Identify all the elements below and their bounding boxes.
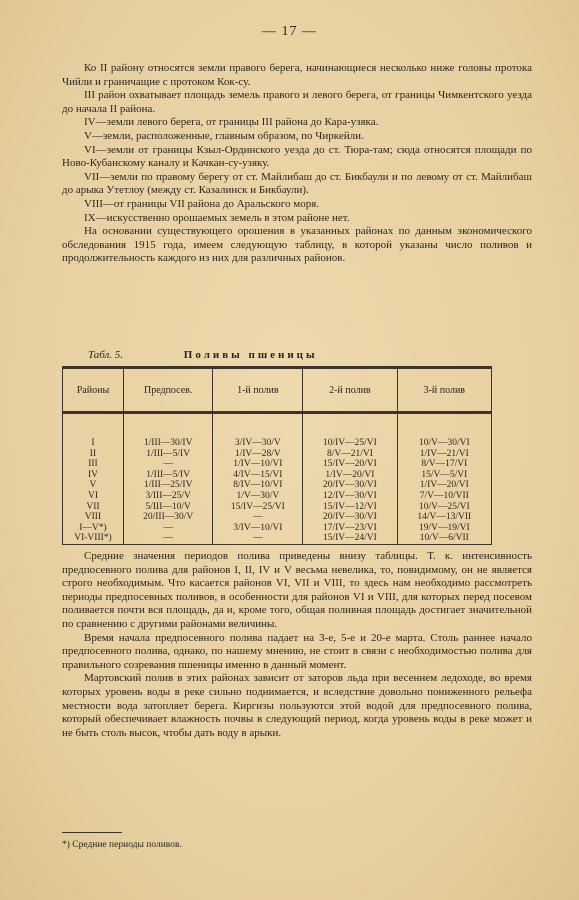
table-cell: 15/IV—25/VI (213, 502, 303, 513)
table-cell: — (123, 459, 213, 470)
table-cell: 8/V—21/VI (303, 449, 397, 460)
table-cell: 10/V—25/VI (397, 502, 491, 513)
header-cell-second: 2-й полив (303, 368, 397, 413)
table-cell: 1/IV—28/V (213, 449, 303, 460)
table-cell: — (213, 533, 303, 544)
table-cell: 1/IV—20/VI (303, 470, 397, 481)
table-cell: VI-VIII*) (63, 533, 124, 544)
page-number: — 17 — (262, 24, 317, 39)
table-cell: 8/IV—10/VI (213, 480, 303, 491)
table-cell: II (63, 449, 124, 460)
table-cell: I (63, 438, 124, 449)
paragraph: VIII—от границы VII района до Аральского моря. (84, 197, 320, 210)
table-cell: — (123, 523, 213, 534)
paragraph: IV—земли левого берега, от границы III района до Кара-узяка. (84, 116, 379, 129)
table-cell: 7/V—10/VII (397, 491, 491, 502)
table-cell: 3/III—25/V (123, 491, 213, 502)
paragraph: VII—земли по правому берегу от ст. Майлибаш до ст. Бикбаули и по левому от ст. Майлибаш до арыка Утетлоу (между ст. Казалинск и Бикбаули). (62, 170, 532, 197)
text-block-bottom (62, 550, 532, 740)
table-cell: 4/IV—15/VI (213, 470, 303, 481)
table-cell: 15/V—5/VI (397, 470, 491, 481)
table-header-row (63, 368, 492, 413)
table-cell: 15/IV—20/VI (303, 459, 397, 470)
paragraph: VI—земли от границы Кзыл-Ординского уезда до ст. Тюра-там; сюда относятся площади по Ново-Кубанскому каналу и Качкан-су-узяку. (62, 143, 532, 170)
table-row (63, 533, 492, 544)
table-cell: VI (63, 491, 124, 502)
table-cell: IV (63, 470, 124, 481)
table-cell: 1/III—5/IV (123, 449, 213, 460)
text-block-top (62, 62, 532, 266)
table-cell: 1/III—30/IV (123, 438, 213, 449)
table-row (63, 523, 492, 534)
table-label: Табл. 5. (88, 349, 124, 361)
table-cell: 3/IV—10/VI (213, 523, 303, 534)
paragraph: Мартовский полив в этих районах зависит от заторов льда при весеннем ледоходе, во время которых уровень воды в реке сильно поднимается, и вследствие довольно пониженного рельефа местности вода затопляет берега. Киргизы пользуются этой водой для предпосевного полива, который обеспечивает влажность почвы в следующий период, когда уровень воды в реке может и не быть столь высок, чтобы дать воду в арыки. (62, 672, 532, 739)
table-cell: III (63, 459, 124, 470)
table-cell: 1/III—25/IV (123, 480, 213, 491)
table-cell: 1/III—5/IV (123, 470, 213, 481)
header-cell-district: Районы (63, 368, 124, 413)
table-cell: 1/IV—10/VI (213, 459, 303, 470)
table-cell: — (213, 512, 303, 523)
table-cell: 20/IV—30/VI (303, 512, 397, 523)
table-cell: 3/IV—30/V (213, 438, 303, 449)
paragraph: IX—искусственно орошаемых земель в этом районе нет. (84, 211, 350, 224)
table-cell: 1/V—30/V (213, 491, 303, 502)
footnote: *) Средние периоды поливов. (62, 840, 182, 850)
paragraph: На основании существующего орошения в указанных районах по данным экономического обследования 1915 года, имеем следующую таблицу, в которой указаны число поливов и продолжительность каждого из них для различных районов. (62, 225, 532, 265)
paragraph: Время начала предпосевного полива падает на 3-е, 5-е и 20-е марта. Столь раннее начало предпосевного полива, однако, по нашему мнению, не стоит в связи с необходимостью полива для правильного созревания пшеницы именно в данный момент. (62, 631, 532, 671)
table-cell: 12/IV—30/VI (303, 491, 397, 502)
table-cell: 14/V—13/VII (397, 512, 491, 523)
table-cell: V (63, 480, 124, 491)
table-row (63, 502, 492, 513)
paragraph: III район охватывает площадь земель правого и левого берега, от границы Чимкентского уезда до начала II района. (62, 89, 532, 115)
table-cell: 10/V—30/VI (397, 438, 491, 449)
table-cell: 17/IV—23/VI (303, 523, 397, 534)
table-cell: 20/IV—30/VI (303, 480, 397, 491)
table-cell: 10/V—6/VII (397, 533, 491, 544)
table-cell: 19/V—19/VI (397, 523, 491, 534)
table-row (63, 491, 492, 502)
table-cell: 5/III—10/V (123, 502, 213, 513)
table-cell: — (123, 533, 213, 544)
paragraph: V—земли, расположенные, главным образом, по Чиркейли. (84, 129, 364, 142)
table-row (63, 512, 492, 523)
table-cell: 15/IV—12/VI (303, 502, 397, 513)
header-cell-third: 3-й полив (397, 368, 491, 413)
table-cell: 1/IV—21/VI (397, 449, 491, 460)
header-cell-first: 1-й полив (213, 368, 303, 413)
table-cell: 8/V—17/VI (397, 459, 491, 470)
table-row (63, 459, 492, 470)
table-body (63, 413, 492, 545)
table-cell: VII (63, 502, 124, 513)
header-cell-presowing: Предпосев. (123, 368, 213, 413)
table-cell: 1/IV—20/VI (397, 480, 491, 491)
table-cell: 15/IV—24/VI (303, 533, 397, 544)
table-cell: I—V*) (63, 523, 124, 534)
paragraph: Средние значения периодов полива приведены внизу таблицы. Т. к. интенсивность предпосевного полива для районов I, II, IV и V весьма невелика, то, повидимому, он не является строго необходимым. Что касается районов VI, VII и VIII, то здесь нам необходимо рассмотреть периоды предпосевных поливов, в особенности для районов VI и VIII, для которых перед посевом поливается почти вся площадь, да и, кроме того, общая поливная площадь достигает значительной по сравнению с другими районами величины. (62, 550, 532, 630)
table-cell: 20/III—30/V (123, 512, 213, 523)
table-caption (88, 349, 508, 361)
footnote-rule (62, 832, 122, 833)
table-row (63, 480, 492, 491)
table-row (63, 470, 492, 481)
table-cell: VIII (63, 512, 124, 523)
paragraph: Ко II району относятся земли правого берега, начинающиеся несколько ниже головы протока Чийли и граничащие с протоком Кок-су. (62, 62, 532, 88)
table-cell: 10/IV—25/VI (303, 438, 397, 449)
table-title: Поливы пшеницы (183, 349, 318, 361)
irrigation-table (62, 366, 492, 545)
table-row (63, 449, 492, 460)
table-row (63, 438, 492, 449)
